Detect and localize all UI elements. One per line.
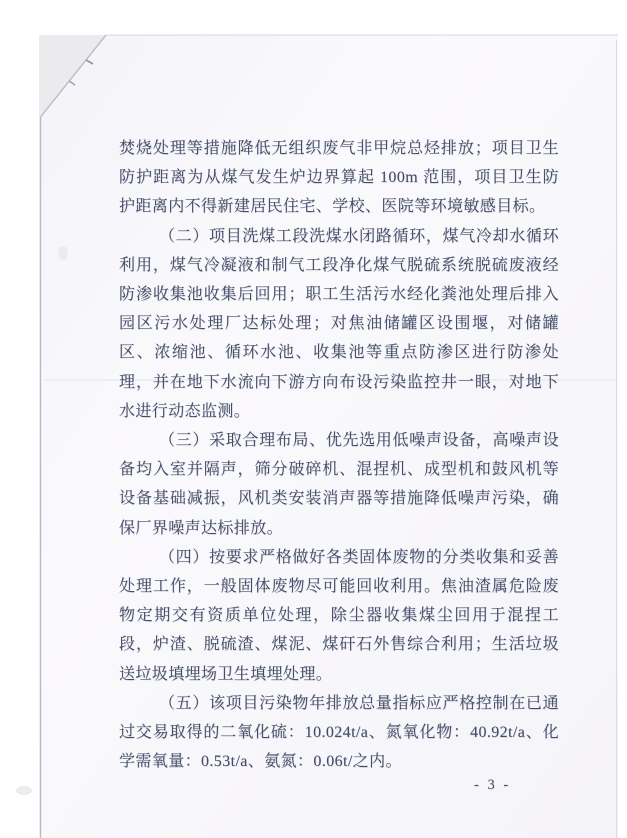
- body-paragraph-item-4: （四）按要求严格做好各类固体废物的分类收集和妥善处理工作，一般固体废物尽可能回收利用。焦油渣属危险废物定期交有资质单位处理，除尘器收集煤尘回用于混捏工段，炉渣、脱硫渣、煤泥、煤矸石外售综合利用；生活垃圾送垃圾填埋场卫生填埋处理。: [119, 548, 559, 683]
- body-paragraph-continuation: 焚烧处理等措施降低无组织废气非甲烷总烃排放；项目卫生防护距离为从煤气发生炉边界算起 100m 范围，项目卫生防护距离内不得新建居民住宅、学校、医院等环境敏感目标。: [119, 140, 559, 216]
- body-paragraph-item-3: （三）采取合理布局、优先选用低噪声设备，高噪声设备均入室并隔声，筛分破碎机、混捏机、成型机和鼓风机等设备基础减振，风机类安装消声器等措施降低噪声污染，确保厂界噪声达标排放。: [119, 432, 559, 537]
- scan-smudge: [58, 246, 68, 260]
- document-body-text: [119, 134, 559, 776]
- scan-smudge: [16, 786, 32, 795]
- page-number: - 3 -: [474, 777, 511, 793]
- body-paragraph-item-2: （二）项目洗煤工段洗煤水闭路循环，煤气冷却水循环利用，煤气冷凝液和制气工段净化煤气脱硫系统脱硫废液经防渗收集池收集后回用；职工生活污水经化粪池处理后排入园区污水处理厂达标处理；对焦油储罐区设围堰，对储罐区、浓缩池、循环水池、收集池等重点防渗区进行防渗处理，并在地下水流向下游方向布设污染监控井一眼，对地下水进行动态监测。: [119, 227, 559, 420]
- body-paragraph-item-5: （五）该项目污染物年排放总量指标应严格控制在已通过交易取得的二氧化硫：10.024t/a、氮氧化物：40.92t/a、化学需氧量：0.53t/a、氨氮：0.06t/之内。: [119, 694, 559, 771]
